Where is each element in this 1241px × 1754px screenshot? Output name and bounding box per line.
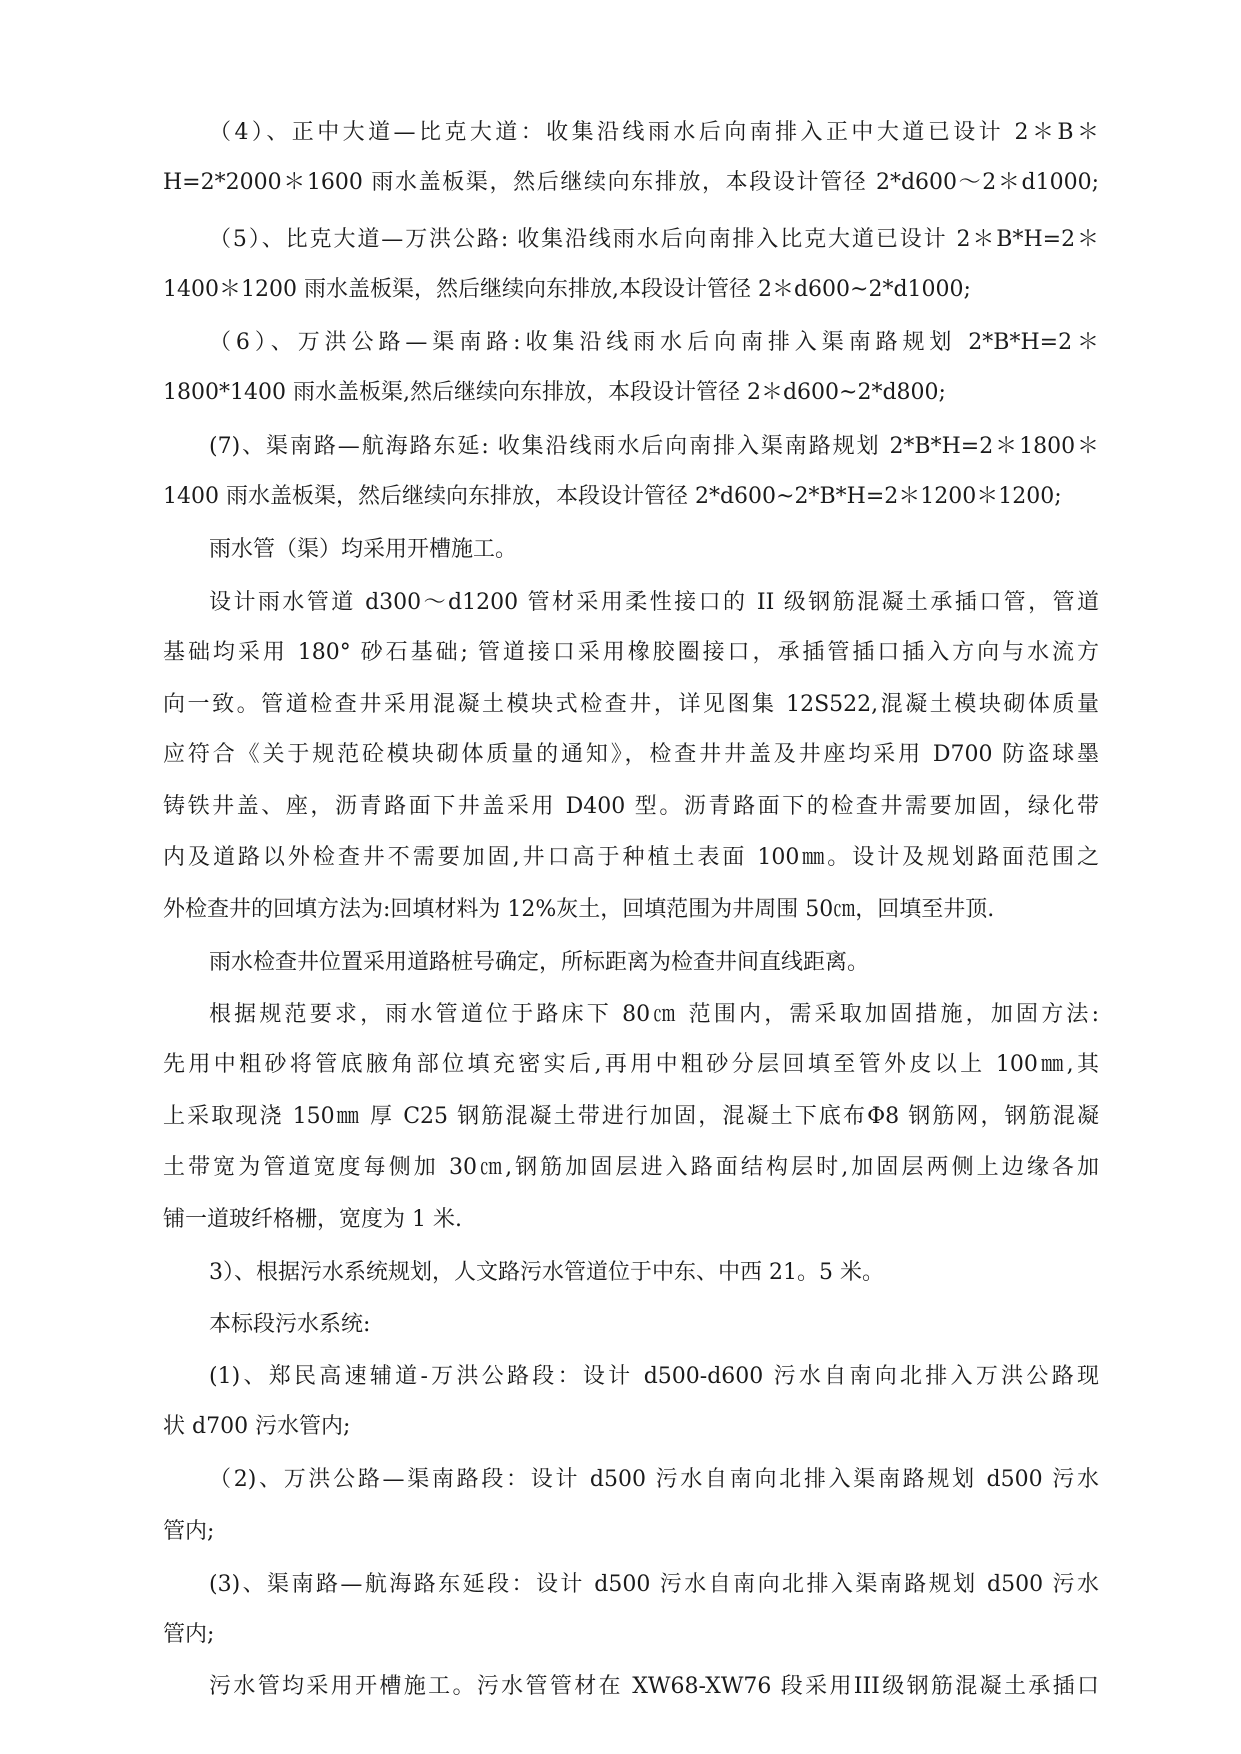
text-line: （5）、比克大道—万洪公路: 收集沿线雨水后向南排入比克大道已设计 2＊B*H=2＊ (209, 227, 1099, 252)
text-line: 3）、根据污水系统规划，人文路污水管道位于中东、中西 21。5 米。 (209, 1260, 884, 1285)
text-line: 应符合《关于规范砼模块砌体质量的通知》，检查井井盖及井座均采用 D700 防盗球墨 (163, 742, 1099, 767)
text-line: 内及道路以外检查井不需要加固,井口高于种植土表面 100㎜。设计及规划路面范围之 (163, 845, 1099, 870)
text-line: H=2*2000＊1600 雨水盖板渠，然后继续向东排放，本段设计管径 2*d600～2＊d1000; (163, 170, 1099, 195)
text-line: (3)、渠南路—航海路东延段：设计 d500 污水自南向北排入渠南路规划 d500 污水 (209, 1572, 1099, 1597)
text-line: 1800*1400 雨水盖板渠,然后继续向东排放，本段设计管径 2＊d600~2*d800; (163, 380, 946, 405)
text-line: 铺一道玻纤格栅，宽度为 1 米. (163, 1207, 462, 1232)
text-line: 本标段污水系统: (209, 1312, 371, 1337)
text-line: 上采取现浇 150㎜ 厚 C25 钢筋混凝土带进行加固，混凝土下底布Φ8 钢筋网，钢筋混凝 (163, 1104, 1099, 1129)
text-line: 铸铁井盖、座，沥青路面下井盖采用 D400 型。沥青路面下的检查井需要加固，绿化带 (163, 794, 1099, 819)
text-line: （6）、万洪公路—渠南路:收集沿线雨水后向南排入渠南路规划 2*B*H=2＊ (209, 330, 1099, 355)
text-line: 管内; (163, 1622, 215, 1647)
text-line: 外检查井的回填方法为:回填材料为 12%灰土，回填范围为井周围 50㎝，回填至井顶. (163, 897, 995, 922)
text-line: 土带宽为管道宽度每侧加 30㎝,钢筋加固层进入路面结构层时,加固层两侧上边缘各加 (163, 1155, 1099, 1180)
text-line: 1400 雨水盖板渠，然后继续向东排放，本段设计管径 2*d600~2*B*H=2＊1200＊1200; (163, 484, 1062, 509)
text-line: （2)、万洪公路—渠南路段：设计 d500 污水自南向北排入渠南路规划 d500 污水 (209, 1467, 1099, 1492)
text-line: (1)、郑民高速辅道-万洪公路段：设计 d500-d600 污水自南向北排入万洪公路现 (209, 1364, 1099, 1389)
text-line: (7)、渠南路—航海路东延: 收集沿线雨水后向南排入渠南路规划 2*B*H=2＊1800＊ (209, 434, 1099, 459)
text-line: 设计雨水管道 d300～d1200 管材采用柔性接口的 II 级钢筋混凝土承插口管，管道 (209, 590, 1099, 615)
text-line: 状 d700 污水管内; (163, 1414, 351, 1439)
text-line: 雨水管（渠）均采用开槽施工。 (209, 537, 518, 562)
text-line: 1400＊1200 雨水盖板渠，然后继续向东排放,本段设计管径 2＊d600~2*d1000; (163, 277, 971, 302)
text-line: 向一致。管道检查井采用混凝土模块式检查井，详见图集 12S522,混凝土模块砌体质量 (163, 692, 1099, 717)
text-line: 先用中粗砂将管底腋角部位填充密实后,再用中粗砂分层回填至管外皮以上 100㎜,其 (163, 1052, 1099, 1077)
text-line: 管内; (163, 1519, 215, 1544)
text-line: （4）、正中大道—比克大道：收集沿线雨水后向南排入正中大道已设计 2＊B＊ (209, 120, 1099, 145)
text-line: 基础均采用 180° 砂石基础; 管道接口采用橡胶圈接口，承插管插口插入方向与水流方 (163, 640, 1099, 665)
text-line: 污水管均采用开槽施工。污水管管材在 XW68-XW76 段采用III级钢筋混凝土承插口 (209, 1674, 1099, 1699)
text-line: 雨水检查井位置采用道路桩号确定，所标距离为检查井间直线距离。 (209, 950, 870, 975)
text-line: 根据规范要求，雨水管道位于路床下 80㎝ 范围内，需采取加固措施，加固方法: (209, 1002, 1099, 1027)
